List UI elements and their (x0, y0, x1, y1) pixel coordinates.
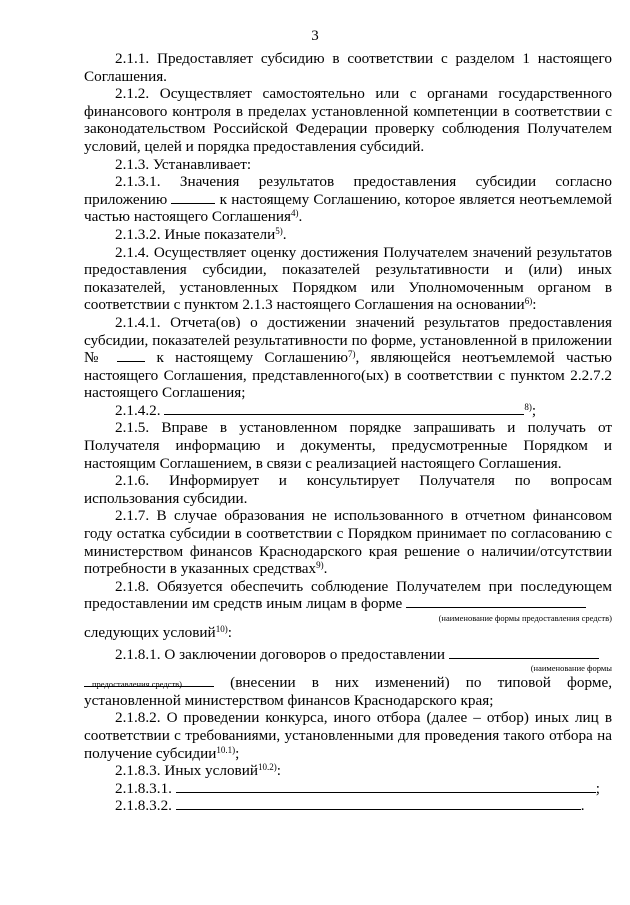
paragraph-2-1-4-2: 2.1.4.2. $^{8)}$; (115, 401, 537, 419)
paragraph-2-1-8-3: 2.1.8.3. Иных условий$^{10.2)}$: (115, 762, 281, 780)
paragraph-2-1-8-3-1: 2.1.8.3.1. ; (115, 779, 600, 797)
paragraph-2-1-6: 2.1.6. Информирует и консультирует Получателя по вопросам использования субсидии. (84, 472, 612, 507)
paragraph-2-1-3: 2.1.3. Устанавливает: (115, 155, 252, 173)
paragraph-2-1-8-1: 2.1.8.1. О заключении договоров о предоставлении (84, 646, 612, 664)
footnote-ref: 4) (291, 208, 299, 219)
hint-form-name-b: предоставления средств) (92, 679, 182, 690)
paragraph-2-1-8-1-cont: (внесении в них изменений) по типовой форме, установленной министерством финансов Краснодарского края; (84, 674, 613, 709)
footnote-ref: 9) (316, 560, 324, 571)
paragraph-2-1-2: 2.1.2. Осуществляет самостоятельно или с органами государственного финансового контроля в пределах установленной компетенции в соответствии с законодательством Российской Федерации проверку соблюдения Получателем условий, целей и порядка предоставления субсидий. (84, 85, 612, 155)
blank-appendix-number[interactable] (171, 191, 215, 204)
blank-form-name[interactable] (406, 595, 586, 608)
paragraph-2-1-4: 2.1.4. Осуществляет оценку достижения Получателем значений результатов предоставления субсидии, показателей результативности и (или) иных показателей, установленных Порядком или Уполномоченным органом в соответствии с пунктом 2.1.3 настоящего Соглашения на основании$^{6)}$: (84, 243, 612, 314)
paragraph-2-1-3-2: 2.1.3.2. Иные показатели$^{5)}$. (115, 225, 287, 243)
blank-appendix-number[interactable] (117, 349, 145, 362)
blank-line[interactable] (176, 780, 596, 793)
paragraph-2-1-8-3-2: 2.1.8.3.2. . (115, 797, 585, 815)
footnote-ref: 7) (347, 349, 356, 360)
paragraph-2-1-8-2: 2.1.8.2. О проведении конкурса, иного отбора (далее – отбор) иных лиц в соответствии с требованиями, установленными для проведения такого отбора на получение субсидии$^{10.1)}$; (84, 709, 612, 762)
blank-line[interactable] (164, 402, 524, 415)
footnote-ref: 5) (275, 225, 283, 236)
footnote-ref: 8) (524, 401, 532, 412)
paragraph-2-1-1: 2.1.1. Предоставляет субсидию в соответствии с разделом 1 настоящего Соглашения. (84, 50, 612, 85)
paragraph-2-1-8: 2.1.8. Обязуется обеспечить соблюдение Получателем при последующем предоставлении им средств иным лицам в форме (84, 577, 612, 613)
document-body (84, 50, 612, 815)
blank-form-name[interactable] (449, 646, 599, 659)
page-number: 3 (311, 28, 319, 44)
blank-line[interactable] (176, 797, 581, 810)
paragraph-2-1-4-1: 2.1.4.1. Отчета(ов) о достижении значений результатов предоставления субсидии, показателей результативности по форме, установленной в приложении № к настоящему Соглашению$^{7)}$, являющейся неотъемлемой частью настоящего Соглашения, представленного(ых) в соответствии с пунктом 2.2.7.2 настоящего Соглашения; (84, 313, 613, 402)
paragraph-2-1-7: 2.1.7. В случае образования не использованного в отчетном финансовом году остатка субсидии в соответствии с Порядком принимает по согласованию с министерством финансов Краснодарского края решение о наличии/отсутствии потребности в указанных средствах$^{9)}$. (84, 507, 612, 578)
footnote-ref: 10.1) (216, 744, 236, 755)
footnote-ref: 10) (215, 624, 228, 634)
paragraph-2-1-8-cont: следующих условий$^{10)}$: (84, 624, 232, 641)
footnote-ref: 6) (524, 296, 533, 307)
paragraph-2-1-3-1: 2.1.3.1. Значения результатов предоставления субсидии согласно приложению к настоящему Соглашению, которое является неотъемлемой частью настоящего Соглашения$^{4)}$. (84, 173, 612, 226)
hint-form-name: (наименование формы предоставления средств) (438, 613, 612, 623)
paragraph-2-1-5: 2.1.5. Вправе в установленном порядке запрашивать и получать от Получателя информацию и документы, предусмотренные Порядком и настоящим Соглашением, в связи с реализацией настоящего Соглашения. (84, 419, 612, 472)
footnote-ref: 10.2) (257, 762, 277, 773)
hint-form-name-a: (наименование формы (530, 663, 612, 674)
